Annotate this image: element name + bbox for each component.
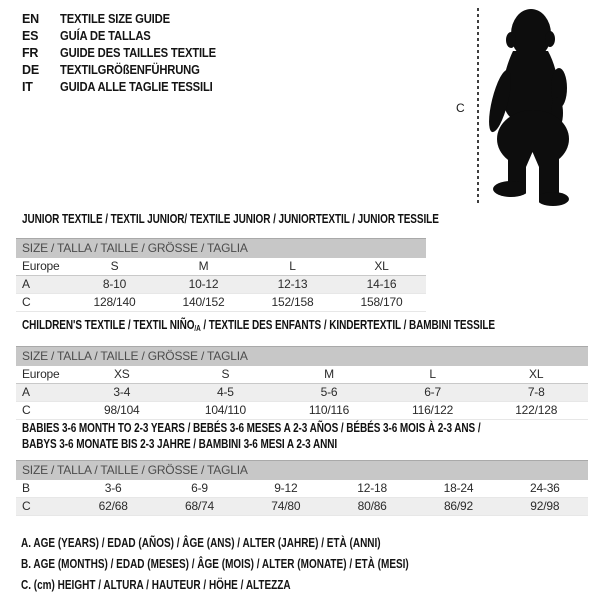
value-cell: 6-7 (381, 384, 485, 402)
children-table-title (22, 317, 600, 337)
babies-table-title (22, 420, 595, 452)
value-cell: 10-12 (159, 276, 248, 294)
column-header-cell: M (277, 366, 381, 384)
footnotes (21, 537, 506, 600)
language-row (22, 28, 233, 45)
value-cell: 14-16 (337, 276, 426, 294)
language-label: TEXTILE SIZE GUIDE (60, 12, 170, 26)
column-header-cell: S (70, 258, 159, 276)
value-cell: 92/98 (502, 498, 588, 516)
size-header-bar (16, 461, 588, 481)
language-code: ES (22, 29, 39, 43)
value-cell: 4-5 (174, 384, 278, 402)
table-row-a (16, 384, 588, 402)
table-row-b (16, 480, 588, 498)
babies-table-title-line1: BABIES 3-6 MONTH TO 2-3 YEARS / BEBÉS 3-6 MESES A 2-3 AÑOS / BÉBÉS 3-6 MOIS À 2-3 ANS / (22, 421, 481, 435)
footnote-c: C. (cm) HEIGHT / ALTURA / HAUTEUR / HÖHE / ALTEZZA (21, 578, 291, 592)
row-label-cell: A (16, 276, 70, 294)
toddler-silhouette-icon (486, 6, 598, 208)
column-header-cell: Europe (16, 258, 70, 276)
row-label-cell: C (16, 402, 70, 420)
column-header-cell: XL (484, 366, 588, 384)
value-cell: 116/122 (381, 402, 485, 420)
value-cell: 122/128 (484, 402, 588, 420)
value-cell: 152/158 (248, 294, 337, 312)
junior-table-title (22, 211, 543, 227)
column-header-cell: XS (70, 366, 174, 384)
column-header-cell: XL (337, 258, 426, 276)
row-label-cell: C (16, 498, 70, 516)
language-row (22, 79, 233, 96)
column-header-cell: M (159, 258, 248, 276)
size-header-bar (16, 239, 426, 259)
value-cell: 18-24 (415, 480, 501, 498)
value-cell: 9-12 (243, 480, 329, 498)
junior-size-table (16, 238, 426, 312)
value-cell: 3-6 (70, 480, 156, 498)
value-cell: 8-10 (70, 276, 159, 294)
value-cell: 86/92 (415, 498, 501, 516)
value-cell: 80/86 (329, 498, 415, 516)
value-cell: 140/152 (159, 294, 248, 312)
value-cell: 68/74 (156, 498, 242, 516)
table-row-a (16, 276, 426, 294)
value-cell: 12-13 (248, 276, 337, 294)
babies-size-table (16, 460, 588, 516)
size-header-label: SIZE / TALLA / TAILLE / GRÖSSE / TAGLIA (16, 461, 588, 481)
column-header-row (16, 258, 426, 276)
language-label: TEXTILGRÖßENFÜHRUNG (60, 63, 200, 77)
footnote-a: A. AGE (YEARS) / EDAD (AÑOS) / ÂGE (ANS) / ALTER (JAHRE) / ETÀ (ANNI) (21, 536, 381, 550)
value-cell: 6-9 (156, 480, 242, 498)
height-label-c: C (456, 101, 465, 115)
table-row-c (16, 294, 426, 312)
size-header-bar (16, 347, 588, 367)
language-row (22, 62, 233, 79)
value-cell: 74/80 (243, 498, 329, 516)
column-header-cell: L (248, 258, 337, 276)
children-table-title-text: CHILDREN'S TEXTILE / TEXTIL $NIÑO_{/A}$ / TEXTILE DES ENFANTS / KINDERTEXTIL / BAMBINI TESSILE (22, 318, 496, 333)
language-code: EN (22, 12, 39, 26)
value-cell: 24-36 (502, 480, 588, 498)
size-header-label: SIZE / TALLA / TAILLE / GRÖSSE / TAGLIA (16, 239, 426, 259)
table-row-c (16, 402, 588, 420)
children-size-table (16, 346, 588, 420)
language-label: GUIDE DES TAILLES TEXTILE (60, 46, 216, 60)
babies-table-title-line2: BABYS 3-6 MONATE BIS 2-3 JAHRE / BAMBINI 3-6 MESI A 2-3 ANNI (22, 437, 338, 451)
value-cell: 158/170 (337, 294, 426, 312)
value-cell: 98/104 (70, 402, 174, 420)
language-row (22, 45, 233, 62)
language-code: FR (22, 46, 39, 60)
value-cell: 62/68 (70, 498, 156, 516)
junior-table-title-text: JUNIOR TEXTILE / TEXTIL JUNIOR/ TEXTILE JUNIOR / JUNIORTEXTIL / JUNIOR TESSILE (22, 212, 439, 226)
column-header-cell: Europe (16, 366, 70, 384)
height-dotted-line (477, 8, 479, 205)
row-label-cell: A (16, 384, 70, 402)
value-cell: 5-6 (277, 384, 381, 402)
row-label-cell: C (16, 294, 70, 312)
value-cell: 128/140 (70, 294, 159, 312)
value-cell: 7-8 (484, 384, 588, 402)
language-code: DE (22, 63, 39, 77)
column-header-cell: L (381, 366, 485, 384)
language-label: GUÍA DE TALLAS (60, 29, 151, 43)
language-list (22, 11, 233, 96)
table-row-c (16, 498, 588, 516)
footnote-b: B. AGE (MONTHS) / EDAD (MESES) / ÂGE (MOIS) / ALTER (MONATE) / ETÀ (MESI) (21, 557, 409, 571)
language-row (22, 11, 233, 28)
language-code: IT (22, 80, 33, 94)
value-cell: 3-4 (70, 384, 174, 402)
column-header-cell: S (174, 366, 278, 384)
size-header-label: SIZE / TALLA / TAILLE / GRÖSSE / TAGLIA (16, 347, 588, 367)
value-cell: 12-18 (329, 480, 415, 498)
row-label-cell: B (16, 480, 70, 498)
language-label: GUIDA ALLE TAGLIE TESSILI (60, 80, 213, 94)
value-cell: 104/110 (174, 402, 278, 420)
column-header-row (16, 366, 588, 384)
value-cell: 110/116 (277, 402, 381, 420)
